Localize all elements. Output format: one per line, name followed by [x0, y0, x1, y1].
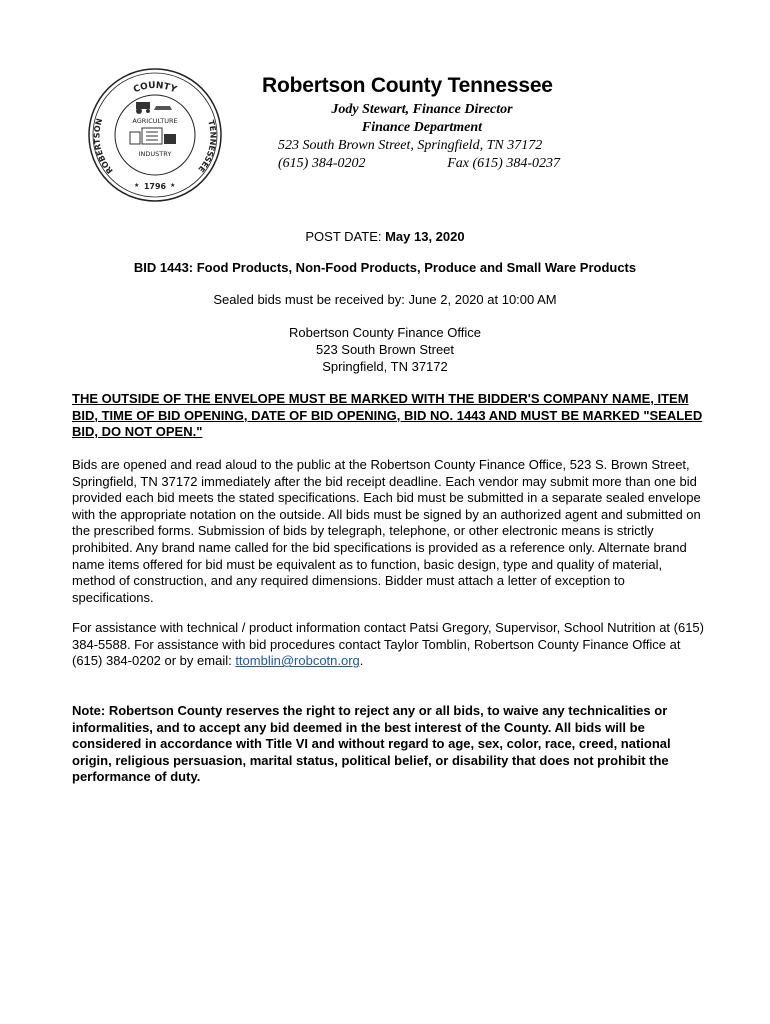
- contact-end: .: [359, 653, 364, 669]
- bid-title: BID 1443: Food Products, Non-Food Products, Produce and Small Ware Products: [133, 260, 637, 275]
- svg-text:TENNESSEE: [196, 119, 217, 174]
- finance-office-address: [0, 324, 770, 375]
- contact-text: For assistance with technical / product information contact Patsi Gregory, Supervisor, School Nutrition at (615) 384-5588. For assistance with bid procedures contact Taylor Tomblin, Robertson County Finance Office at (615) 384-0202 or by email:: [72, 620, 704, 669]
- seal-right-text: TENNESSEE: [196, 119, 218, 174]
- letterhead: [262, 74, 582, 173]
- county-seal-logo: [86, 66, 224, 204]
- seal-county-text: COUNTY: [132, 80, 178, 96]
- svg-text:ROBERTSON: [92, 117, 114, 175]
- finance-department: Finance Department: [361, 120, 483, 135]
- post-date-label: POST DATE:: [305, 229, 386, 244]
- office-address-line2: 523 South Brown Street: [315, 342, 455, 357]
- letterhead-fax: Fax (615) 384-0237: [447, 156, 560, 171]
- svg-text:★: ★: [134, 183, 140, 189]
- envelope-warning: THE OUTSIDE OF THE ENVELOPE MUST BE MARKED WITH THE BIDDER'S COMPANY NAME, ITEM BID, TIME OF BID OPENING, DATE OF BID OPENING, BID NO. 1443 AND MUST BE MARKED "SEALED BID, DO NOT OPEN.": [72, 391, 703, 440]
- finance-director: Jody Stewart, Finance Director: [331, 102, 513, 117]
- office-address-line3: Springfield, TN 37172: [322, 359, 448, 374]
- letterhead-title: Robertson County Tennessee: [262, 74, 553, 97]
- letterhead-address: 523 South Brown Street, Springfield, TN 37172: [278, 138, 543, 153]
- svg-text:★: ★: [170, 183, 176, 189]
- seal-year-text: 1796: [143, 182, 167, 191]
- office-address-line1: Robertson County Finance Office: [289, 325, 481, 340]
- post-date-value: May 13, 2020: [385, 229, 465, 244]
- note-paragraph: Note: Robertson County reserves the right to reject any or all bids, to waive any technicalities or informalities, and to accept any bid deemed in the best interest of the County. All bids will be considered in accordance with Title VI and without regard to age, sex, color, race, creed, national origin, religious persuasion, marital status, political belief, or disability that does not prohibit the performance of duty.: [72, 703, 671, 785]
- bid-instructions-paragraph: Bids are opened and read aloud to the public at the Robertson County Finance Office, 523 S. Brown Street, Springfield, TN 37172 immediately after the bid receipt deadline. Each vendor may submit more than one bid provided each bid meets the stated specifications. Each bid must be submitted in a separate sealed envelope with the appropriate notation on the outside. All bids must be signed by an authorized agent and submitted on the prescribed forms. Submission of bids by telegraph, telephone, or other electronic means is strictly prohibited. Any brand name called for the bid specifications is provided as a reference only. Alternate brand name items offered for bid must be equivalent as to function, basic design, type and quality of material, method of construction, and any required dimensions. Bidder must attach a letter of exception to specifications.: [72, 457, 701, 605]
- sealed-bid-deadline: Sealed bids must be received by: June 2, 2020 at 10:00 AM: [213, 292, 557, 307]
- email-link[interactable]: ttomblin@robcotn.org: [235, 653, 360, 669]
- seal-agriculture-text: AGRICULTURE: [132, 117, 178, 125]
- svg-text:COUNTY: [132, 81, 178, 96]
- letterhead-contacts: [262, 155, 560, 173]
- seal-left-text: ROBERTSON: [92, 117, 115, 176]
- letterhead-phone: (615) 384-0202: [278, 156, 366, 171]
- contact-paragraph: [72, 620, 704, 670]
- seal-industry-text: INDUSTRY: [138, 150, 172, 158]
- post-date: [0, 228, 770, 245]
